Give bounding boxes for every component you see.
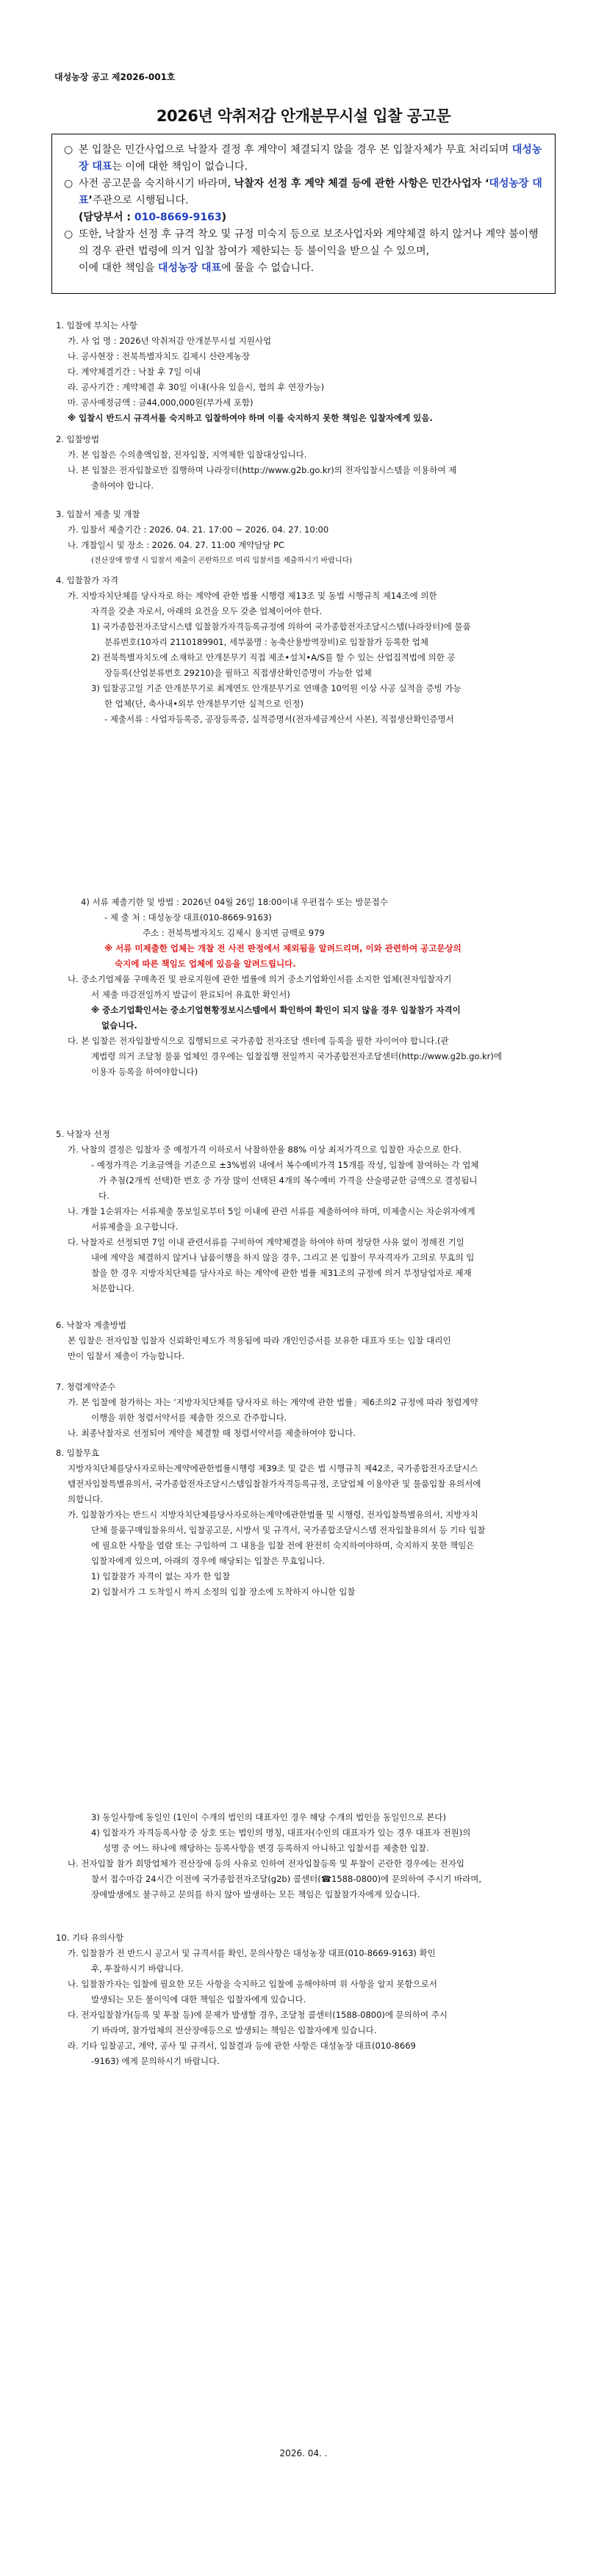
section-heading: 2. 입찰방법 <box>56 434 100 444</box>
section-heading: 6. 낙찰자 계출방법 <box>56 1320 127 1330</box>
section-heading: 4. 입찰참가 자격 <box>56 575 118 585</box>
circle-bullet-icon: ○ <box>64 144 73 156</box>
warning-line: ※ 서류 미제출한 업체는 개찰 전 사전 판정에서 제외됨을 알려드리며, 이와 관련하여 공고문상의 <box>104 943 461 953</box>
section-1-note: ※ 입찰시 반드시 규격서를 숙지하고 입찰하여야 하며 이를 숙지하지 못한 책임은 입찰자에게 있음. <box>68 413 433 423</box>
section-heading: 3. 입찰서 제출 및 개찰 <box>56 509 140 519</box>
section-8-continued: 3) 동일사항에 동일인 (1인이 수개의 법인의 대표자인 경우 해당 수개의 법인을 동일인으로 본다) 4) 입찰자가 자격등록사항 중 상호 또는 법인의 명칭, 대표자(수인의 대표자가 있는 경우 대표자 전원)의 성명 중 어느 하나에 해당하는 등록사항을 변경 등록하지 아니하고 입찰서를 제출한 입찰. 나. 전자입찰 참가 희망업체가 전산장애 등의 사유로 인하여 전자입찰등록 및 투찰이 곤란한 경우에는 전자입 찰서 접수마감 24시간 이전에 국가종합전자조달(g2b) 콜센터(☎1588-0800)에 문의하여 주시기 바라며, 장애발생에도 불구하고 문의를 하지 않아 발생하는 모든 책임은 입찰참가자에게 있습니다. <box>68 1812 481 1899</box>
section-heading: 5. 낙찰자 선정 <box>56 1129 110 1139</box>
section-heading: 10. 기타 유의사항 <box>56 1933 124 1943</box>
section-4-continued: 4) 서류 제출기한 및 방법 : 2026년 04월 26일 18:00이내 우편접수 또는 방문접수 - 제 출 처 : 대성농장 대표(010-8669-9163) 주소 : 전북특별자치도 김제시 용지면 금백로 979 ※ 서류 미제출한 업체는 개찰 전 사전 판정에서 제외됨을 알려드리며, 이와 관련하여 공고문상의 숙지에 따른 책임도 업체에 있음을 알려드립니다. 나. 중소기업제품 구매촉진 및 판로지원에 관한 법률에 의거 중소기업확인서를 소지한 업체(전자입찰자기 서 제출 마감전일까지 발급이 완료되어 유효한 확인서) ※ 중소기업확인서는 중소기업현황정보시스템에서 확인하여 확인이 되지 않을 경우 입찰참가 자격이 없습니다. 다. 본 입찰은 전자입찰방식으로 집행되므로 국가종합 전자조달 센터에 등록을 필한 자이어야 합니다.(관 계법령 의거 조달청 물품 업체인 경우에는 입찰집행 전일까지 국가종합전자조달센터(http://www.g2b.go.kr)에 이용자 등록을 하여야합니다) <box>56 895 556 1080</box>
section-1: 1. 입찰에 부치는 사항 가. 사 업 명 : 2026년 악취저감 안개분무시설 지원사업 나. 공사현장 : 전북특별자치도 김제시 산란계농장 다. 계약체결기간 : 낙찰 후 7일 이내 라. 공사기간 : 계약체결 후 30일 이내(사유 있을시, 협의 후 연장가능) 마. 공사예정금액 : 금44,000,000원(부가세 포함) ※ 입찰시 반드시 규격서를 숙지하고 입찰하여야 하며 이를 숙지하지 못한 책임은 입찰자에게 있음. <box>56 318 556 426</box>
section-heading: 1. 입찰에 부치는 사항 <box>56 320 137 331</box>
notice-number: 대성농장 공고 제2026-001호 <box>54 72 176 82</box>
circle-bullet-icon: ○ <box>64 178 73 190</box>
section-10: 10. 기타 유의사항 가. 입찰참가 전 반드시 공고서 및 규격서를 확인, 문의사항은 대성농장 대표(010-8669-9163) 확인 후, 투찰하시기 바랍니다. 나. 입찰참가자는 입찰에 필요한 모든 사항을 숙지하고 입찰에 응해야하며 위 사항을 알지 못함으로서 발생되는 모든 불이익에 대한 책임은 입찰자에게 있습니다. 다. 전자입찰참가(등록 및 투찰 등)에 문제가 발생할 경우, 조달청 콜센터(1588-0800)에 문의하여 주시 기 바라며, 참가업체의 전산장애등으로 발생되는 책임은 입찰자에게 있습니다. 라. 기타 입찰공고, 계약, 공사 및 규격서, 입찰결과 등에 관한 사항은 대성농장 대표(010-8669 -9163) 에게 문의하시기 바랍니다. <box>56 1930 556 2069</box>
summary-bullet-2: ○ 사전 공고문을 숙지하시기 바라며, 낙찰자 선정 후 계약 체결 등에 관한 사항은 민간사업자 ‘대성농장 대표’주관으로 시행됩니다. (담당부서 : 010-8669-9163) <box>64 176 543 226</box>
section-2: 2. 입찰방법 가. 본 입찰은 수의총액입찰, 전자입찰, 지역제한 입찰대상입니다. 나. 본 입찰은 전자입찰로만 집행하며 나라장터(http://www.g2b.go.kr)의 전자입찰시스템을 이용하여 제 출하여야 합니다. <box>56 432 556 494</box>
notice-date: 2026. 04. . <box>279 2448 328 2458</box>
warning-line: 숙지에 따른 책임도 업체에 있음을 알려드립니다. <box>115 959 296 969</box>
section-7: 7. 청렴계약준수 가. 본 입찰에 참가하는 자는 ‘지방자치단체를 당사자로 하는 계약에 관한 법률」제6조의2 규정에 따라 청렴계약 이행을 위한 청렴서약서를 제출한 것으로 간주합니다. 나. 최종낙찰자로 선정되어 계약을 체결할 때 청렴서약서를 제출하여야 합니다. <box>56 1379 556 1441</box>
section-6: 6. 낙찰자 계출방법 본 입찰은 전자입찰 입찰자 신뢰확인제도가 적용됨에 따라 개인인증서를 보유한 대표자 또는 입찰 대리인 만이 입찰서 제출이 가능합니다. <box>56 1318 556 1364</box>
section-4: 4. 입찰참가 자격 가. 지방자치단체를 당사자로 하는 계약에 관한 법률 시행령 제13조 및 동법 시행규칙 제14조에 의한 자격을 갖춘 자로서, 아래의 요건을 모두 갖춘 업체이어야 한다. 1) 국가종합전자조달시스템 입찰참가자격등록규정에 의하여 국가종합전자조달시스템(나라장터)에 물품 분류번호(10자리 2110189901, 세부품명 : 농축산용방역장비)로 입찰참가 등록한 업체 2) 전북특별자치도에 소재하고 안개분무기 직접 제조•설치•A/S를 할 수 있는 산업집적법에 의한 공 장등록(산업분류번호 29210)을 필하고 직접생산확인증명이 가능한 업체 3) 입찰공고일 기준 안개분무기로 최계연도 안개분무기로 연매출 10억원 이상 사공 실적을 증빙 가능 한 업체(단, 축사내•외부 안개분무기만 실적으로 인정) - 제출서류 : 사업자등록증, 공장등록증, 실적증명서(전자세금계산서 사본), 직접생산확인증명서 <box>56 573 556 727</box>
section-heading: 7. 청렴계약준수 <box>56 1382 116 1392</box>
summary-bullet-1: ○ 본 입찰은 민간사업으로 낙찰자 결정 후 계약이 체결되지 않을 경우 본 입찰자체가 무효 처리되며 대성농장 대표는 이에 대한 책임이 없습니다. <box>64 142 543 176</box>
page-title: 2026년 악취저감 안개분무시설 입찰 공고문 <box>156 107 451 125</box>
summary-bullet-3: ○ 또한, 낙찰자 선정 후 규격 착오 및 규정 미숙지 등으로 보조사업자와 계약체결 하지 않거나 계약 불이행의 경우 관련 법령에 의거 입찰 참여가 제한되는 등 불이익을 받으실 수 있으며, 이에 대한 책임을 대성농장 대표에 물을 수 없습니다. <box>64 226 543 277</box>
section-5: 5. 낙찰자 선정 가. 낙찰의 결정은 입찰자 중 예정가격 이하로서 낙찰하한율 88% 이상 최저가격으로 입찰한 자순으로 한다. - 예정가격은 기초금액을 기준으로 ±3%범위 내에서 복수예비가격 15개를 작성, 입찰에 참여하는 각 업체 가 추첨(2개씩 선택)한 번호 중 가장 많이 선택된 4개의 복수예비 가격을 산술평균한 금액으로 결정됩니 다. 나. 개찰 1순위자는 서류제출 통보일로부터 5일 이내에 관련 서류를 제출하여야 하며, 미제출시는 차순위자에게 서류제출을 요구합니다. 다. 낙찰자로 선정되면 7일 이내 관련서류를 구비하여 계약체결을 하여야 하며 정당한 사유 없이 정해진 기일 내에 계약을 체결하지 않거나 납품이행을 하지 않을 경우, 그리고 본 입찰이 무자격자가 고의로 무효의 입 찰을 한 경우 지방자치단체를 당사자로 하는 계약에 관한 법률 제31조의 규정에 의거 부정당업자로 제재 처분합니다. <box>56 1127 556 1296</box>
section-heading: 8. 입찰무효 <box>56 1448 100 1458</box>
section-8: 8. 입찰무효 지방자치단체를당사자로하는계약에관한법률시행령 제39조 및 같은 법 시행규칙 제42조, 국가종합전자조달시스 템전자입찰특별유의서, 국가종합전자조달시스템입찰참가자격등록규정, 조달업체 이용약관 및 물품입찰 유의서에 의합니다. 가. 입찰참가자는 반드시 지방자치단체를당사자로하는계약에관한법률 및 시행령, 전자입찰특별유의서, 지방자치 단체 물품구매입찰유의서, 입찰공고문, 시방서 및 규격서, 국가종합조달시스템 전자입찰유의서 등 기타 입찰 에 필요한 사항을 열람 또는 구입하여 그 내용을 입찰 전에 완전히 숙지하여야하며, 숙지하지 못한 책임은 입찰자에게 있으며, 아래의 경우에 해당되는 입찰은 무효입니다. 1) 입찰참가 자격이 없는 자가 한 입찰 2) 입찰서가 그 도착일시 까지 소정의 입찰 장소에 도착하지 아니한 입찰 <box>56 1446 556 1600</box>
section-3: 3. 입찰서 제출 및 개찰 가. 입찰서 제출기간 : 2026. 04. 21. 17:00 ~ 2026. 04. 27. 10:00 나. 개찰일시 및 장소 : 2026. 04. 27. 11:00 계약담당 PC (전산장애 발생 시 입찰서 제출이 곤란하므로 미리 입찰서를 제출하시기 바랍니다) <box>56 507 556 569</box>
circle-bullet-icon: ○ <box>64 228 73 240</box>
summary-box <box>51 134 556 294</box>
